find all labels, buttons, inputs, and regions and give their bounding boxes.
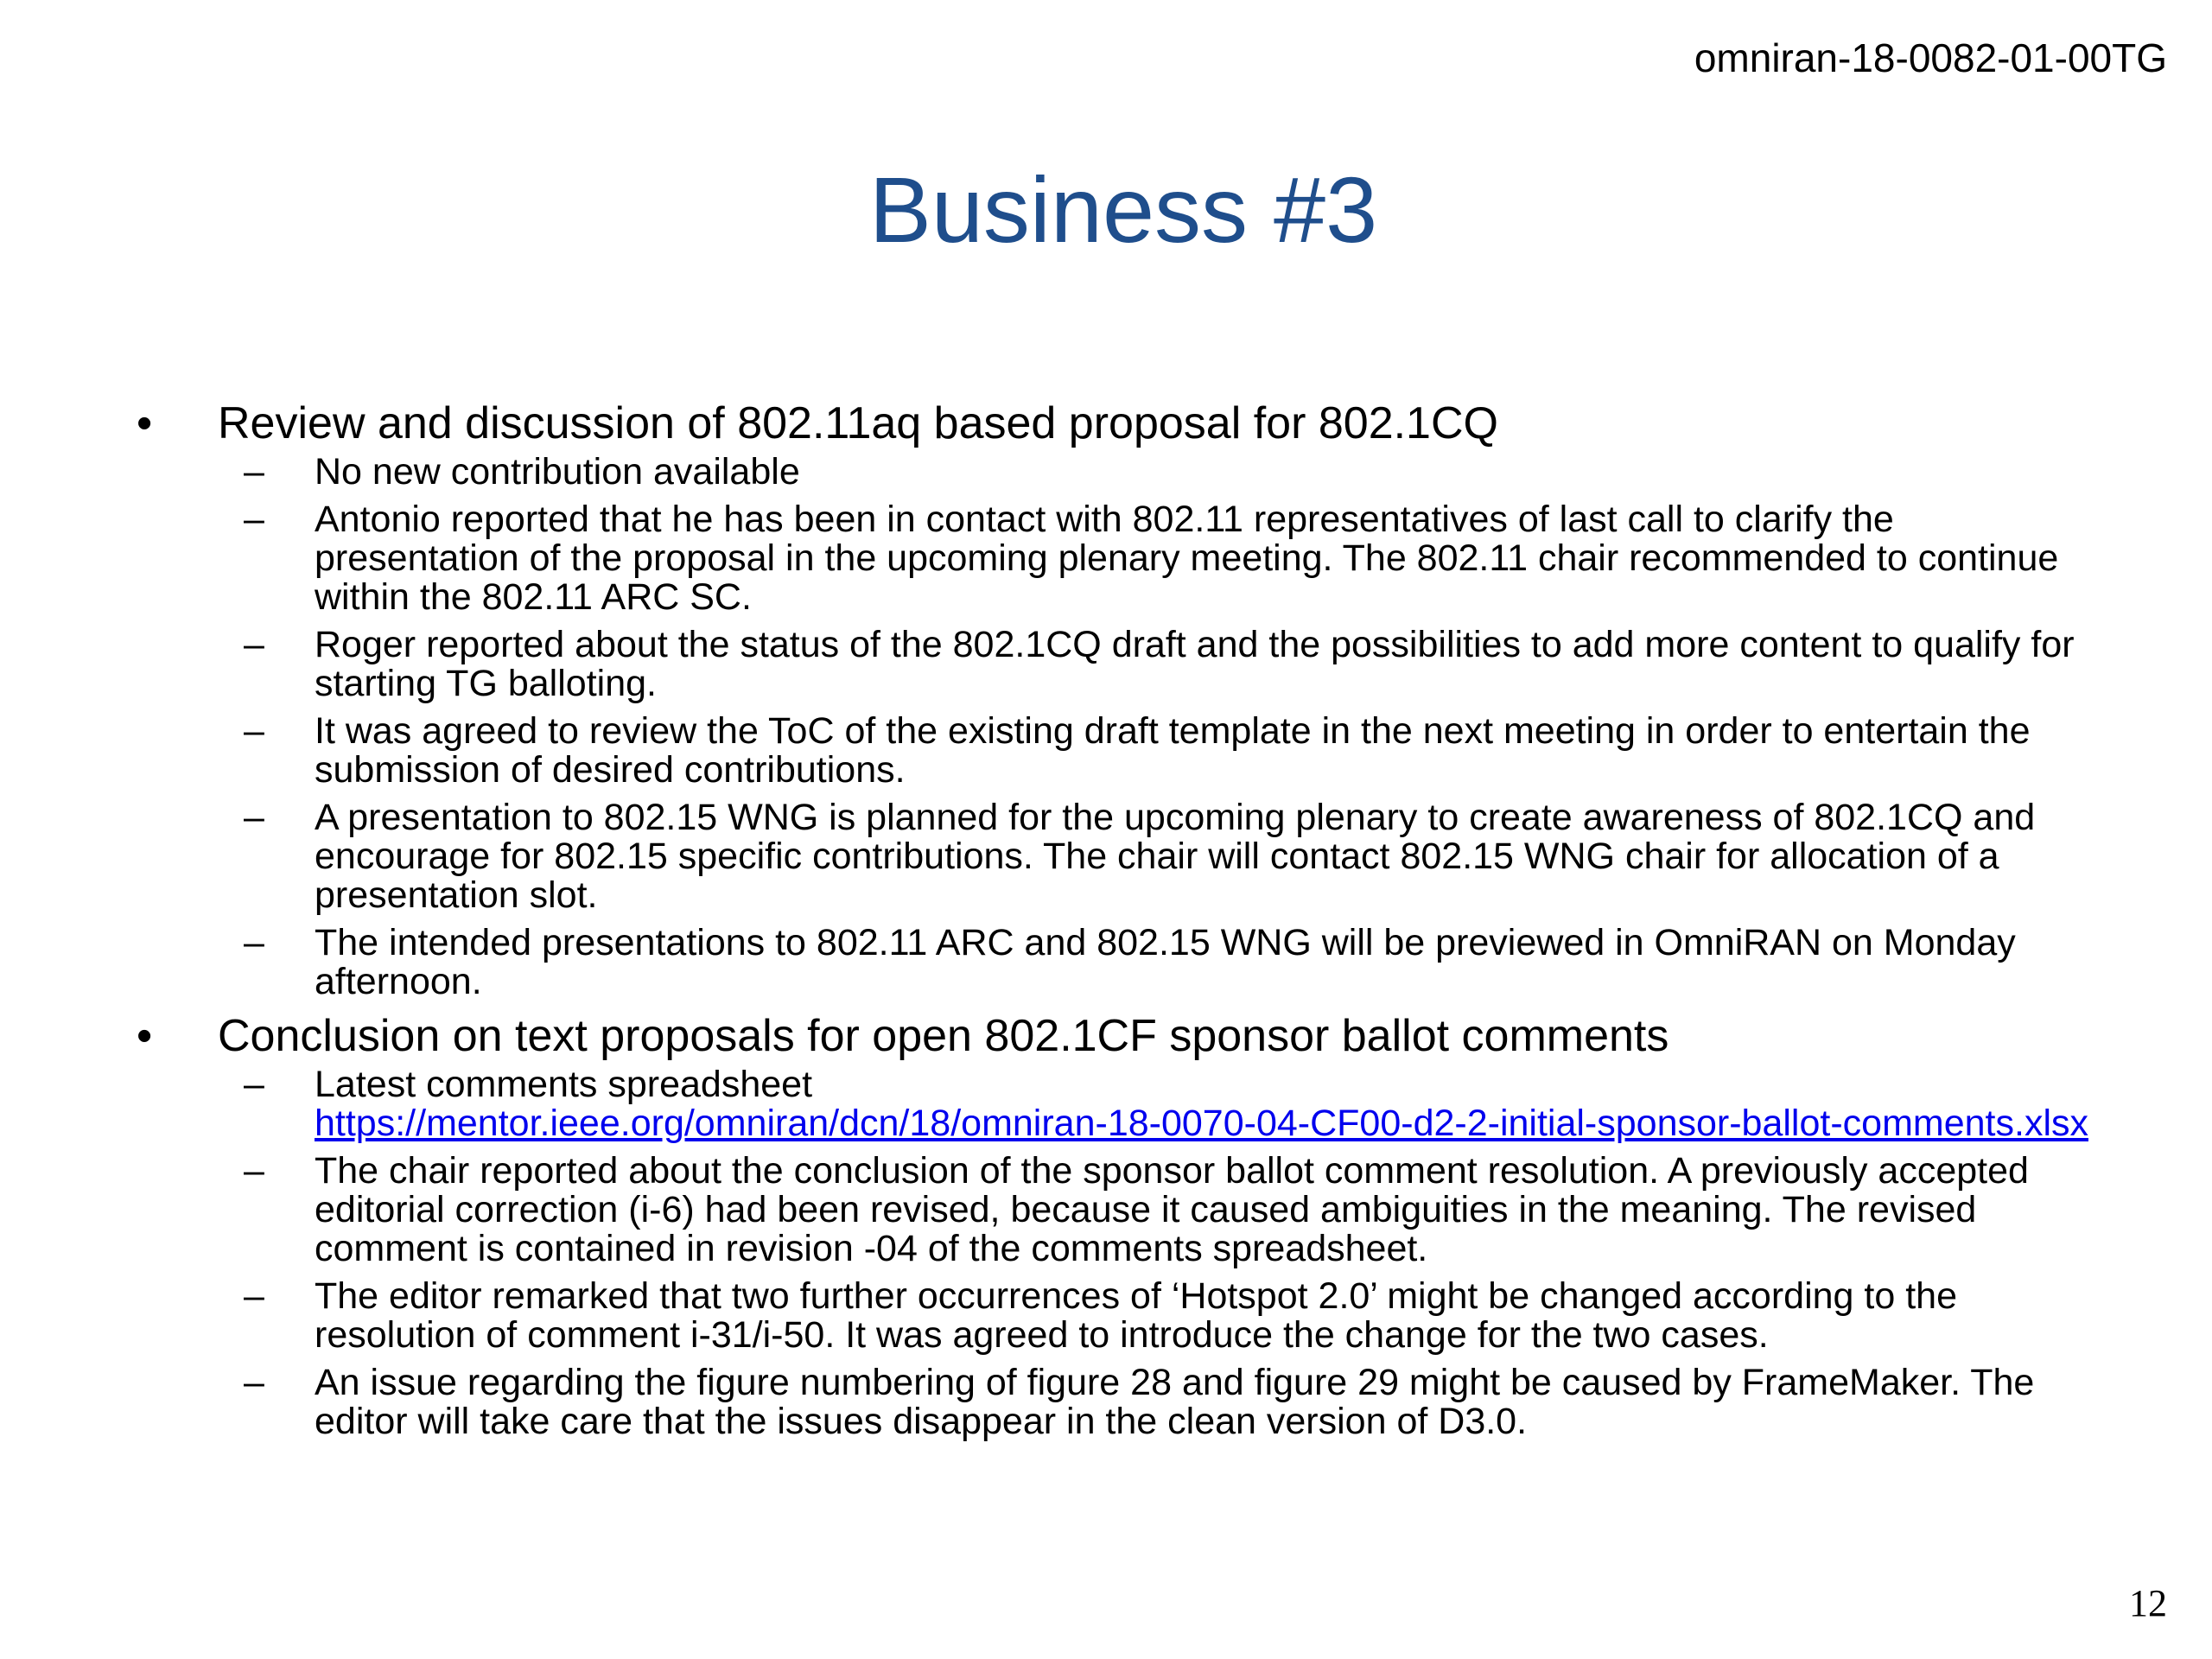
page-number: 12: [2129, 1582, 2167, 1624]
sub-item: [137, 500, 2098, 617]
dash-icon: –: [244, 499, 264, 540]
document-id: omniran-18-0082-01-00TG: [1694, 35, 2167, 80]
sub-item: [137, 798, 2098, 915]
sub-item: [137, 712, 2098, 790]
dash-icon: –: [244, 624, 264, 665]
sub-item: [137, 626, 2098, 703]
bullet-item-review: [137, 397, 2098, 449]
sub-item: [137, 924, 2098, 1001]
dash-icon: –: [244, 1362, 264, 1403]
sub-item-text: A presentation to 802.15 WNG is planned for the upcoming plenary to create awareness of 802.1CQ and encourage for 802.15 specific contributions. The chair will contact 802.15 WNG chair for allocation of a presentation slot.: [315, 797, 2036, 916]
bullet-icon: •: [137, 398, 153, 448]
sub-item-text: Roger reported about the status of the 802.1CQ draft and the possibilities to add more content to qualify for starting TG balloting.: [315, 624, 2075, 704]
sub-item-text: No new contribution available: [315, 451, 800, 493]
sub-item: [137, 1277, 2098, 1355]
bullet-icon: •: [137, 1011, 153, 1061]
slide-title: Business #3: [868, 157, 1378, 262]
sub-item: [137, 1152, 2098, 1268]
dash-icon: –: [244, 451, 264, 493]
dash-icon: –: [244, 1064, 264, 1105]
dash-icon: –: [244, 1150, 264, 1192]
sub-item-comments-spreadsheet: [137, 1065, 2098, 1143]
bullet-text: Review and discussion of 802.11aq based proposal for 802.1CQ: [218, 398, 1498, 448]
sub-item: [137, 453, 2098, 492]
sub-item-text: The intended presentations to 802.11 ARC and 802.15 WNG will be previewed in OmniRAN on Monday afternoon.: [315, 922, 2016, 1002]
sub-item-text: Latest comments spreadsheet: [315, 1064, 813, 1105]
sub-item-text: Antonio reported that he has been in contact with 802.11 representatives of last call to clarify the presentation of the proposal in the upcoming plenary meeting. The 802.11 chair recommended to continue within the 802.11 ARC SC.: [315, 499, 2059, 618]
slide-body: [137, 391, 2098, 1450]
dash-icon: –: [244, 710, 264, 752]
dash-icon: –: [244, 1275, 264, 1317]
dash-icon: –: [244, 797, 264, 838]
sub-item: [137, 1363, 2098, 1441]
sub-item-text: An issue regarding the figure numbering of figure 28 and figure 29 might be caused by FrameMaker. The editor will take care that the issues disappear in the clean version of D3.0.: [315, 1362, 2035, 1442]
sub-item-text: The editor remarked that two further occurrences of ‘Hotspot 2.0’ might be changed according to the resolution of comment i-31/i-50. It was agreed to introduce the change for the two cases.: [315, 1275, 1957, 1356]
dash-icon: –: [244, 922, 264, 963]
sub-item-text: It was agreed to review the ToC of the existing draft template in the next meeting in order to entertain the submission of desired contributions.: [315, 710, 2031, 791]
sub-item-text: The chair reported about the conclusion of the sponsor ballot comment resolution. A previously accepted editorial correction (i-6) had been revised, because it caused ambiguities in the meaning. The revised comment is contained in revision -04 of the comments spreadsheet.: [315, 1150, 2029, 1269]
bullet-item-conclusion: [137, 1010, 2098, 1062]
bullet-text: Conclusion on text proposals for open 802.1CF sponsor ballot comments: [218, 1011, 1669, 1061]
comments-spreadsheet-link[interactable]: https://mentor.ieee.org/omniran/dcn/18/omniran-18-0070-04-CF00-d2-2-initial-sponsor-ballot-comments.xlsx: [315, 1103, 2088, 1144]
